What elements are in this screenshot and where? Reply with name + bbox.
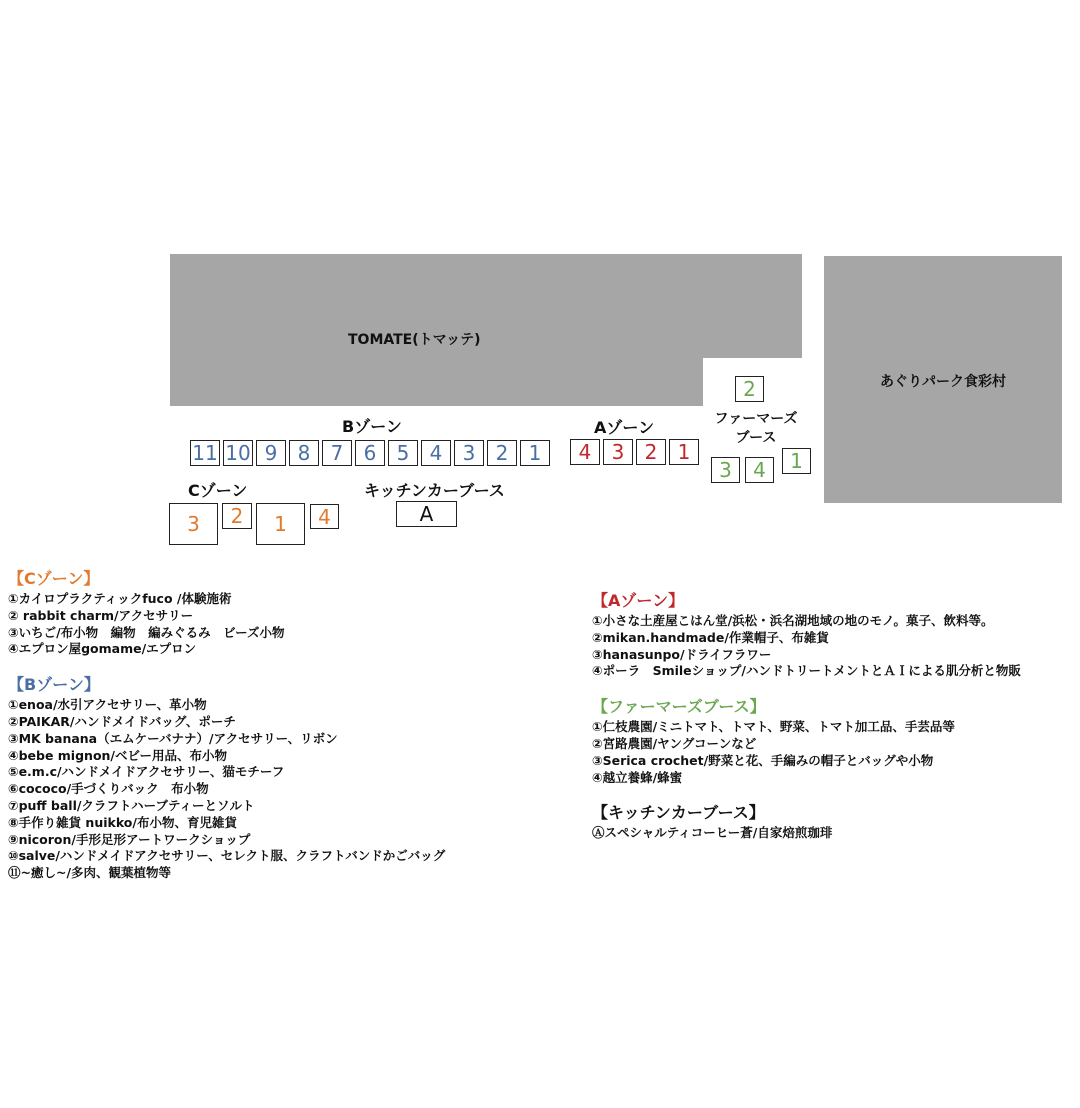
legend-left — [8, 566, 445, 882]
zone-b-label: Bゾーン — [342, 417, 402, 436]
legend-c-item: ③いちご/布小物 編物 編みぐるみ ビーズ小物 — [8, 624, 285, 640]
legend-c-item: ④エプロン屋gomame/エプロン — [8, 641, 197, 657]
booth-b-6[interactable]: 6 — [355, 440, 385, 466]
zone-c-label: Cゾーン — [188, 481, 248, 500]
booth-farmers-2[interactable]: 2 — [735, 376, 764, 402]
booth-b-8[interactable]: 8 — [289, 440, 319, 466]
tomate-label: TOMATE(トマッテ) — [348, 332, 481, 348]
legend-c-item: ② rabbit charm/アクセサリー — [8, 607, 194, 623]
legend-c-zone-title: 【Cゾーン】 — [8, 569, 100, 588]
zone-farmers-label — [710, 410, 802, 448]
legend-b-item: ③MK banana（エムケーバナナ）/アクセサリー、リボン — [8, 730, 338, 746]
booth-kitchen-a[interactable]: A — [396, 501, 457, 527]
legend-b-item: ⑩salve/ハンドメイドアクセサリー、セレクト服、クラフトバンドかごバッグ — [8, 848, 446, 864]
tomate-building-lower — [170, 358, 703, 406]
legend-farmers-item: ①仁枝農園/ミニトマト、トマト、野菜、トマト加工品、手芸品等 — [592, 719, 955, 735]
booth-a-1[interactable]: 1 — [669, 439, 699, 465]
legend-b-item: ⑪~癒し~/多肉、観葉植物等 — [8, 865, 172, 881]
booth-a-4[interactable]: 4 — [570, 439, 600, 465]
legend-a-item: ④ポーラ Smileショップ/ハンドトリートメントとＡＩによる肌分析と物販 — [592, 663, 1021, 679]
legend-c-item: ①カイロプラクティックfuco /体験施術 — [8, 591, 232, 606]
aguri-park-label: あぐりパーク食彩村 — [880, 374, 1006, 390]
booth-b-3[interactable]: 3 — [454, 440, 484, 466]
legend-a-zone-title: 【Aゾーン】 — [592, 591, 685, 610]
booth-a-2[interactable]: 2 — [636, 439, 666, 465]
legend-b-zone-title: 【Bゾーン】 — [8, 675, 100, 695]
legend-b-item: ⑧手作り雑貨 nuikko/布小物、育児雑貨 — [8, 814, 237, 830]
booth-c-4[interactable]: 4 — [310, 504, 339, 529]
legend-b-item: ⑨nicoron/手形足形アートワークショップ — [8, 831, 251, 847]
legend-b-item: ⑦puff ball/クラフトハーブティーとソルト — [8, 797, 255, 813]
zone-farmers-label-line2: ブース — [735, 430, 777, 446]
legend-b-item: ⑤e.m.c/ハンドメイドアクセサリー、猫モチーフ — [8, 764, 285, 780]
booth-b-10[interactable]: 10 — [223, 440, 253, 466]
legend-a-item: ②mikan.handmade/作業帽子、布雑貨 — [592, 629, 829, 645]
booth-c-3[interactable]: 3 — [169, 503, 218, 545]
zone-farmers-label-line1: ファーマーズ — [714, 411, 798, 427]
legend-farmers-title: 【ファーマーズブース】 — [592, 697, 766, 717]
booth-b-1[interactable]: 1 — [520, 440, 550, 466]
booth-b-9[interactable]: 9 — [256, 440, 286, 466]
booth-b-11[interactable]: 11 — [190, 440, 220, 466]
legend-farmers-item: ④越立養蜂/蜂蜜 — [592, 769, 683, 785]
legend-b-item: ①enoa/水引アクセサリー、革小物 — [8, 697, 207, 713]
legend-farmers-item: ②宮路農園/ヤングコーンなど — [592, 735, 757, 751]
booth-c-2[interactable]: 2 — [222, 503, 252, 529]
zone-kitchen-label: キッチンカーブース — [364, 481, 505, 500]
booth-b-4[interactable]: 4 — [421, 440, 451, 466]
booth-b-7[interactable]: 7 — [322, 440, 352, 466]
legend-b-item: ⑥cococo/手づくりバック 布小物 — [8, 781, 209, 797]
zone-a-label: Aゾーン — [594, 418, 655, 437]
booth-b-2[interactable]: 2 — [487, 440, 517, 466]
booth-a-3[interactable]: 3 — [603, 439, 633, 465]
tomate-building — [170, 254, 802, 358]
legend-a-item: ③hanasunpo/ドライフラワー — [592, 646, 772, 662]
legend-right — [592, 588, 1021, 842]
legend-kitchen-item: Ⓐスペシャルティコーヒー蒼/自家焙煎珈琲 — [592, 825, 833, 841]
legend-b-item: ④bebe mignon/ベビー用品、布小物 — [8, 747, 227, 763]
booth-farmers-3[interactable]: 3 — [711, 457, 740, 483]
booth-c-1[interactable]: 1 — [256, 503, 305, 545]
booth-b-5[interactable]: 5 — [388, 440, 418, 466]
booth-farmers-1[interactable]: 1 — [782, 448, 811, 474]
legend-farmers-item: ③Serica crochet/野菜と花、手編みの帽子とバッグや小物 — [592, 752, 934, 768]
legend-b-item: ②PAIKAR/ハンドメイドバッグ、ポーチ — [8, 713, 236, 729]
legend-a-item: ①小さな土産屋こはん堂/浜松・浜名湖地域の地のモノ。菓子、飲料等。 — [592, 613, 994, 628]
legend-kitchen-title: 【キッチンカーブース】 — [592, 803, 765, 823]
booth-farmers-4[interactable]: 4 — [745, 457, 774, 483]
